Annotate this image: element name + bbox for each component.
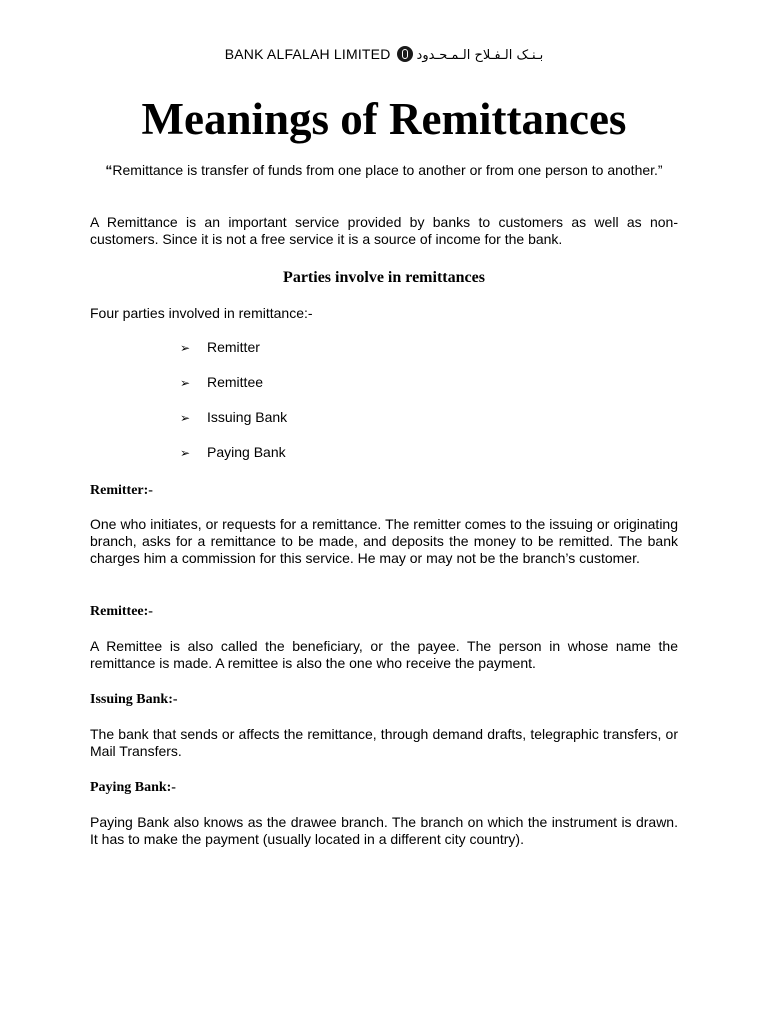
page-title: Meanings of Remittances (141, 94, 627, 144)
list-item-label: Paying Bank (207, 444, 286, 460)
company-name-arabic: بـنـک الـفـلاح الـمـحـدود (416, 48, 544, 63)
list-item (180, 409, 287, 427)
section-body-remittee: A Remittee is also called the beneficiary, or the payee. The person in whose name the remittance is made. A remittee is also the one who receive the payment. (90, 638, 678, 671)
quote-text: Remittance is transfer of funds from one place to another or from one person to another.” (112, 162, 663, 178)
intro-paragraph: A Remittance is an important service provided by banks to customers as well as non-customers. Since it is not a free service it is a source of income for the bank. (90, 214, 678, 247)
arrow-bullet-icon: ➢ (180, 341, 191, 355)
arrow-bullet-icon: ➢ (180, 411, 191, 425)
bank-alfalah-logo-icon (397, 46, 413, 62)
list-item-label: Issuing Bank (207, 409, 288, 425)
parties-heading: Parties involve in remittances (283, 269, 485, 286)
arrow-bullet-icon: ➢ (180, 446, 191, 460)
page-header (0, 44, 768, 66)
section-heading-remitter: Remitter:- (90, 483, 153, 498)
section-heading-issuing-bank: Issuing Bank:- (90, 692, 178, 707)
section-heading-paying-bank: Paying Bank:- (90, 780, 176, 795)
list-item (180, 339, 260, 357)
definition-quote (100, 162, 668, 179)
company-name: BANK ALFALAH LIMITED (224, 46, 391, 62)
list-item (180, 374, 263, 392)
parties-intro: Four parties involved in remittance:- (90, 305, 313, 321)
section-body-remitter: One who initiates, or requests for a remittance. The remitter comes to the issuing or originating branch, asks for a remittance to be made, and deposits the money to be remitted. The bank charges him a commission for this service. He may or may not be the branch’s customer. (90, 516, 678, 566)
arrow-bullet-icon: ➢ (180, 376, 191, 390)
section-heading-remittee: Remittee:- (90, 604, 153, 619)
quote-open-mark: “ (105, 162, 113, 178)
list-item-label: Remittee (207, 374, 264, 390)
section-body-paying-bank: Paying Bank also knows as the drawee branch. The branch on which the instrument is drawn. It has to make the payment (usually located in a different city country). (90, 814, 678, 847)
list-item (180, 444, 286, 462)
list-item-label: Remitter (207, 339, 260, 355)
section-body-issuing-bank: The bank that sends or affects the remittance, through demand drafts, telegraphic transfers, or Mail Transfers. (90, 726, 678, 759)
